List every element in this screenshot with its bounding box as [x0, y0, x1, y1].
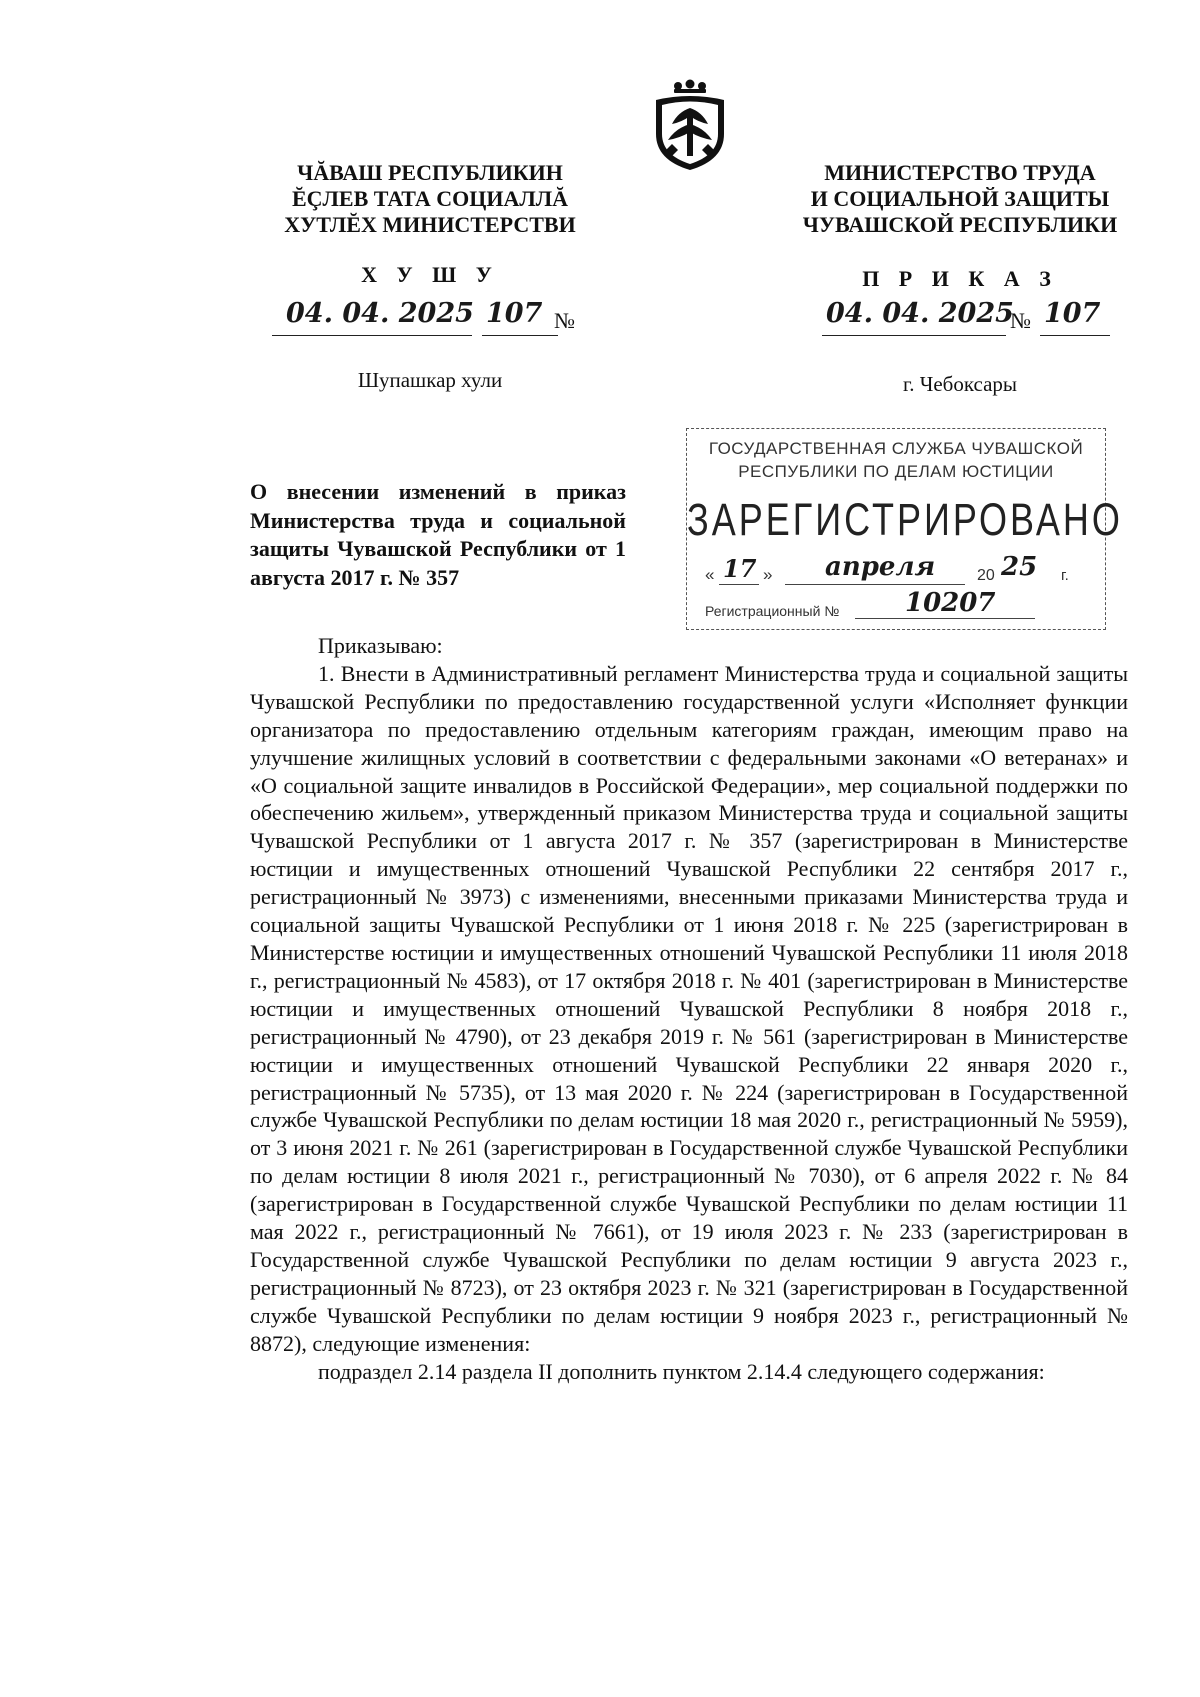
org-name-chuvash-line3: ХУТЛĔХ МИНИСТЕРСТВИ — [284, 212, 576, 237]
stamp-quote-open: « — [705, 565, 715, 584]
org-name-russian-line1: МИНИСТЕРСТВО ТРУДА — [824, 160, 1096, 185]
stamp-year-prefix: 20 — [977, 567, 995, 584]
stamp-status: ЗАРЕГИСТРИРОВАНО — [687, 493, 1123, 545]
org-name-russian — [770, 160, 1150, 238]
handwritten-date: 04. 04. 2025 — [826, 298, 1014, 329]
stamp-handwritten-reg-number: 10207 — [905, 588, 996, 618]
stamp-year-suffix: г. — [1061, 567, 1069, 584]
stamp-month-underline — [785, 584, 965, 585]
doc-type-russian: П Р И К А З — [862, 266, 1058, 291]
org-name-russian-line2: И СОЦИАЛЬНОЙ ЗАЩИТЫ — [810, 186, 1110, 211]
handwritten-date: 04. 04. 2025 — [286, 298, 474, 329]
stamp-handwritten-day: 17 — [723, 554, 757, 583]
org-name-chuvash — [250, 160, 610, 238]
stamp-handwritten-year: 25 — [1001, 552, 1038, 582]
number-underline — [1040, 335, 1110, 336]
stamp-agency-line2: РЕСПУБЛИКИ ПО ДЕЛАМ ЮСТИЦИИ — [738, 462, 1054, 481]
order-body — [250, 632, 1128, 1385]
order-item-2: подраздел 2.14 раздела II дополнить пунктом 2.14.4 следующего содержания: — [318, 1358, 1045, 1384]
order-intro: Приказываю: — [318, 633, 443, 658]
stamp-quote-close: » — [763, 565, 773, 584]
stamp-reg-row — [705, 588, 1093, 623]
org-name-chuvash-line2: ĔÇЛЕВ ТАТА СОЦИАЛЛĂ — [291, 186, 569, 211]
stamp-reg-label: Регистрационный № — [705, 603, 840, 619]
doc-type-chuvash: Х У Ш У — [361, 262, 499, 287]
number-sign: № — [554, 308, 575, 333]
stamp-agency-line1: ГОСУДАРСТВЕННАЯ СЛУЖБА ЧУВАШСКОЙ — [708, 439, 1084, 458]
order-subject: О внесении изменений в приказ Министерства труда и социальной защиты Чувашской Республики от 1 августа 2017 г. № 357 — [250, 479, 626, 590]
place-chuvash: Шупашкар хули — [357, 368, 503, 392]
date-underline — [272, 335, 472, 336]
order-item-1: 1. Внести в Административный регламент Министерства труда и социальной защиты Чувашской Республики по предоставлению государственной услуги «Исполняет функции организатора по предоставлению отдельным категориям граждан, имеющим право на улучшение жилищных условий в соответствии с федеральными законами «О ветеранах» и «О социальной защите инвалидов в Российской Федерации», мер социальной поддержки по обеспечению жильем», утвержденный приказом Министерства труда и социальной защиты Чувашской Республики от 1 августа 2017 г. № 357 (зарегистрирован в Министерстве юстиции и имущественных отношений Чувашской Республики 22 сентября 2017 г., регистрационный № 3973) с изменениями, внесенными приказами Министерства труда и социальной защиты Чувашской Республики от 1 июня 2018 г. № 225 (зарегистрирован в Министерстве юстиции и имущественных отношений Чувашской Республики 11 июля 2018 г., регистрационный № 4583), от 17 октября 2018 г. № 401 (зарегистрирован в Министерстве юстиции и имущественных отношений Чувашской Республики 8 ноября 2018 г., регистрационный № 4790), от 23 декабря 2019 г. № 561 (зарегистрирован в Министерстве юстиции и имущественных отношений Чувашской Республики 22 января 2020 г., регистрационный № 5735), от 13 мая 2020 г. № 224 (зарегистрирован в Государственной службе Чувашской Республики по делам юстиции 18 мая 2020 г., регистрационный № 5959), от 3 июня 2021 г. № 261 (зарегистрирован в Государственной службе Чувашской Республики по делам юстиции 8 июля 2021 г., регистрационный № 7030), от 6 апреля 2022 г. № 84 (зарегистрирован в Государственной службе Чувашской Республики по делам юстиции 11 мая 2022 г., регистрационный № 7661), от 19 июля 2023 г. № 233 (зарегистрирован в Государственной службе Чувашской Республики по делам юстиции 9 августа 2023 г., регистрационный № 8723), от 23 октября 2023 г. № 321 (зарегистрирован в Государственной службе Чувашской Республики по делам юстиции 9 ноября 2023 г., регистрационный № 8872), следующие изменения: — [250, 660, 1128, 1356]
date-number-line-russian — [822, 296, 1122, 340]
number-underline — [482, 335, 558, 336]
stamp-date-row — [705, 552, 1093, 589]
date-number-line-chuvash — [272, 296, 602, 340]
org-name-russian-line3: ЧУВАШСКОЙ РЕСПУБЛИКИ — [802, 212, 1118, 237]
number-sign: № — [1010, 308, 1031, 333]
date-underline — [822, 335, 1006, 336]
chuvash-emblem-icon — [648, 78, 732, 174]
org-name-chuvash-line1: ЧĂВАШ РЕСПУБЛИКИН — [297, 160, 563, 185]
stamp-handwritten-month: апреля — [825, 552, 936, 582]
handwritten-number: 107 — [486, 298, 543, 329]
registration-stamp — [686, 428, 1123, 630]
handwritten-number: 107 — [1044, 298, 1101, 329]
place-russian: г. Чебоксары — [902, 372, 1018, 396]
